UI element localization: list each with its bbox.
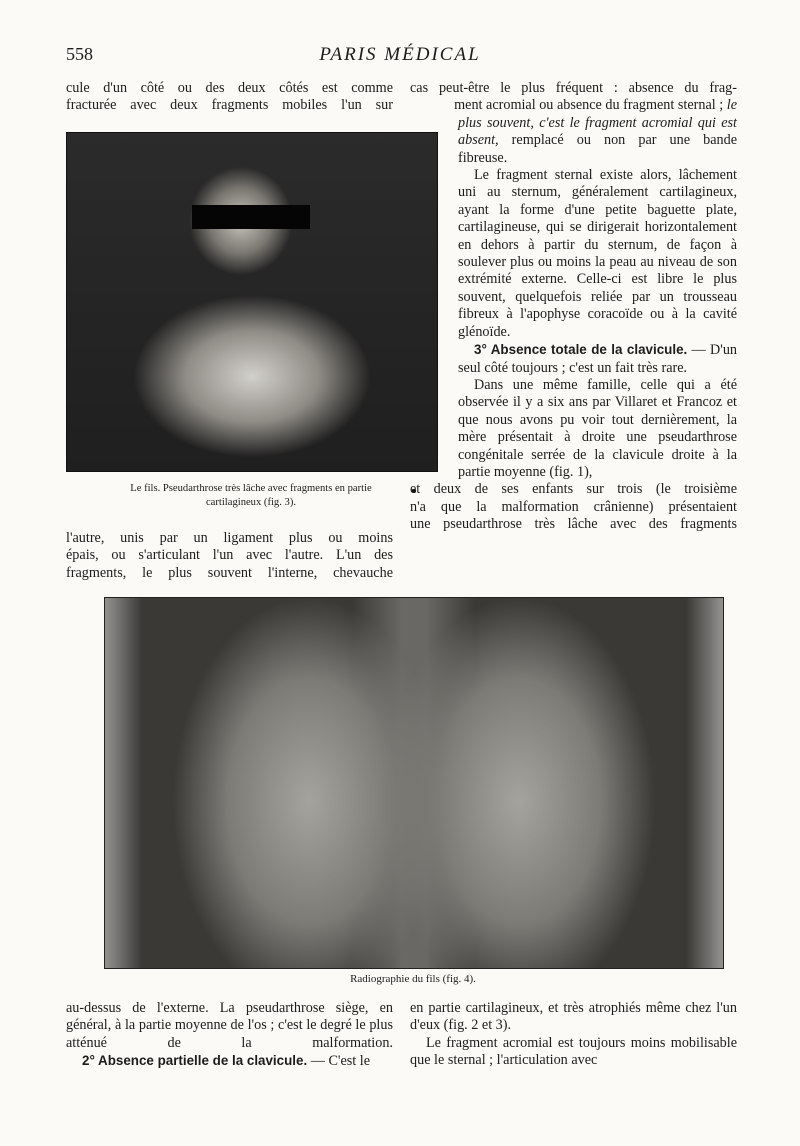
figure-3-caption — [90, 482, 412, 510]
text-line: fragments, le plus souvent l'interne, chevauche — [66, 564, 393, 581]
text-line: cule d'un côté ou des deux côtés est comme — [66, 80, 393, 96]
caption-line: cartilagineux (fig. 3). — [205, 497, 296, 508]
page-number: 558 — [66, 44, 93, 64]
text-line: une pseudarthrose très lâche avec des fragments — [410, 516, 737, 533]
bottom-left-column — [66, 1000, 393, 1071]
left-column-top — [66, 80, 393, 115]
text-line: et deux de ses enfants sur trois (le troisième — [410, 481, 737, 498]
section-paragraph: 3° Absence totale de la clavicule. — D'un seul côté toujours ; c'est un fait très rare. — [458, 342, 738, 376]
bottom-right-column — [410, 1000, 737, 1070]
paragraph: au-dessus de l'externe. La pseudarthrose siège, en général, à la partie moyenne de l'os ; c'est le degré le plus atténué de la malformation. — [66, 1000, 393, 1051]
running-title: PARIS MÉDICAL — [319, 44, 481, 65]
text-line: l'autre, unis par un ligament plus ou moins — [66, 530, 393, 546]
paragraph: Le fragment sternal existe alors, lâchement uni au sternum, généralement cartilagineux, ayant la forme d'une petite baguette plate, cartilagineuse, qui se dirigerait horizontalement en dehors à partir du sternum, de façon à soulever plus ou moins la peau au niveau de son extrémité externe. Celle-ci est libre le plus souvent, quelquefois reliée par un trousseau fibreux à l'apophyse coracoïde ou à la cavité glénoïde. — [458, 167, 737, 340]
figure-3-photograph — [66, 132, 438, 472]
paragraph: Le fragment acromial est toujours moins mobilisable que le sternal ; l'articulation avec — [410, 1034, 737, 1069]
section-heading: 2° Absence partielle de la clavicule. — [82, 1053, 308, 1069]
paragraph: en partie cartilagineux, et très atrophiés même chez l'un d'eux (fig. 2 et 3). — [410, 1000, 737, 1034]
right-column — [410, 80, 737, 534]
text-line: fracturée avec deux fragments mobiles l'un sur — [66, 97, 393, 114]
caption-line: Le fils. Pseudarthrose très lâche avec fragments en partie — [130, 483, 372, 494]
figure-4-radiograph — [104, 597, 724, 969]
eye-censor-bar — [192, 205, 310, 229]
section-heading: 3° Absence totale de la clavicule. — [474, 342, 688, 358]
text-line: n'a que la malformation crânienne) présentaient — [410, 498, 737, 515]
figure-4-caption: Radiographie du fils (fig. 4). — [350, 973, 476, 985]
paragraph: Dans une même famille, celle qui a été observée il y a six ans par Villaret et Francoz et que nous avons pu voir tout dernièrement, la mère présentait à droite une pseudarthrose congénitale serrée de la clavicule droite à la partie moyenne (fig. 1), — [458, 376, 737, 480]
section-paragraph: 2° Absence partielle de la clavicule. — C'est le — [82, 1053, 371, 1070]
text-line: ment acromial ou absence du fragment sternal ; le — [454, 97, 737, 114]
left-column-middle — [66, 530, 393, 582]
text-line: absent, remplacé ou non par une bande — [458, 132, 737, 149]
text-line: plus souvent, c'est le fragment acromial qui est — [458, 114, 737, 131]
text-line: épais, ou s'articulant l'un avec l'autre. L'un des — [66, 547, 393, 564]
text-line: cas peut-être le plus fréquent : absence du frag- — [410, 80, 737, 96]
text-line: fibreuse. — [458, 149, 508, 166]
